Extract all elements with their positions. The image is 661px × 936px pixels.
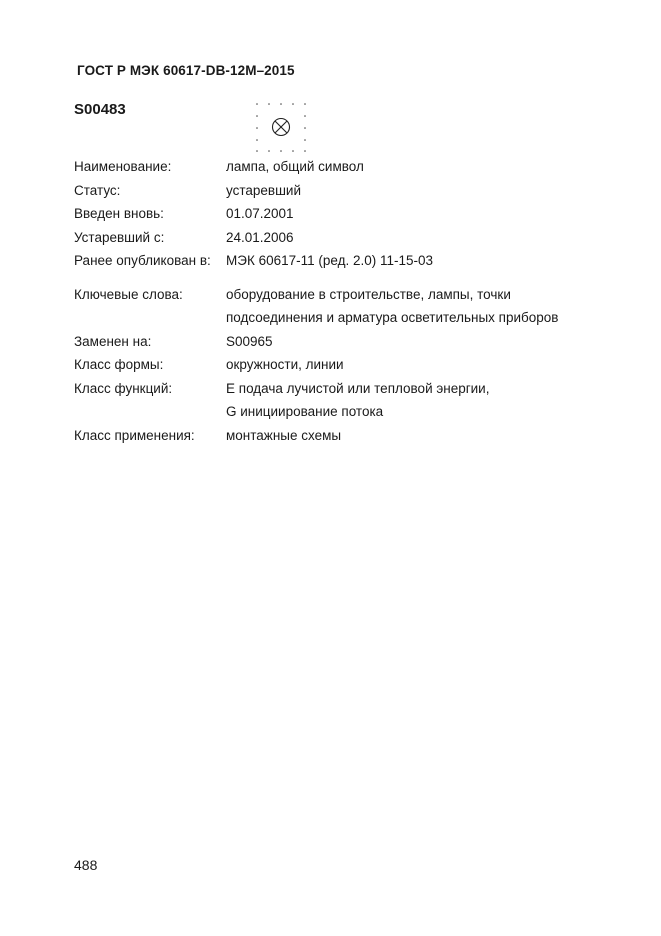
property-value: устаревший: [226, 182, 301, 198]
property-label: Заменен на:: [74, 333, 152, 349]
property-row-name: [74, 155, 594, 179]
property-label: Статус:: [74, 182, 121, 198]
property-label: Класс формы:: [74, 357, 164, 372]
section-gap: [74, 273, 594, 283]
property-row-obsolete-since: [74, 226, 594, 250]
property-label: Класс функций:: [74, 380, 173, 396]
property-value: S00965: [226, 333, 273, 349]
property-value: G инициирование потока: [226, 404, 384, 419]
property-row-replaced-by: [74, 330, 594, 354]
property-value: 24.01.2006: [226, 229, 294, 245]
property-row-application-class: [74, 424, 594, 448]
property-value: МЭК 60617-11 (ред. 2.0) 11-15-03: [226, 253, 434, 268]
property-row-previously-published: [74, 249, 594, 273]
standard-header: ГОСТ Р МЭК 60617-DB-12M–2015: [77, 63, 295, 78]
property-row-introduced: [74, 202, 594, 226]
symbol-properties: [74, 155, 594, 447]
property-value: 01.07.2001: [226, 206, 294, 221]
property-label: Ранее опубликован в:: [74, 253, 211, 268]
property-label: Устаревший с:: [74, 229, 165, 245]
property-value: E подача лучистой или тепловой энергии,: [226, 380, 490, 396]
page-number: 488: [74, 857, 98, 873]
property-row-status: [74, 179, 594, 203]
property-label: Ключевые слова:: [74, 286, 183, 302]
property-value: лампа, общий символ: [226, 159, 364, 174]
property-row-shape-class: [74, 353, 594, 377]
property-row-keywords: [74, 283, 594, 330]
property-label: Наименование:: [74, 159, 172, 174]
symbol-code: S00483: [74, 101, 126, 118]
property-value: окружности, линии: [226, 357, 344, 372]
property-row-function-class: [74, 377, 594, 424]
property-label: Введен вновь:: [74, 206, 164, 221]
property-label: Класс применения:: [74, 427, 195, 443]
property-value: монтажные схемы: [226, 427, 342, 443]
property-value: подсоединения и арматура осветительных приборов: [226, 310, 559, 325]
property-value: оборудование в строительстве, лампы, точки: [226, 286, 511, 302]
lamp-cross-circle-icon: [252, 100, 310, 154]
